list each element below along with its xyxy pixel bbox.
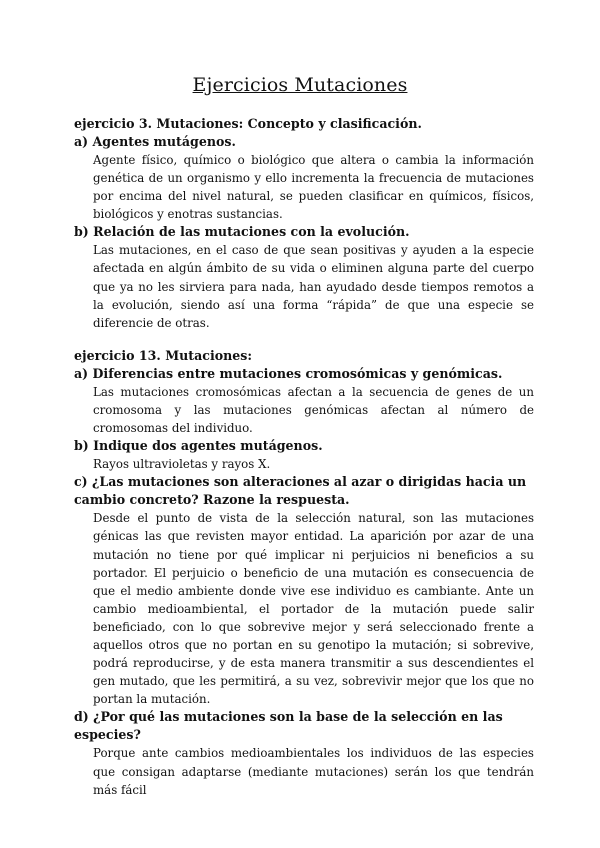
exercise-13-heading: ejercicio 13. Mutaciones: (74, 348, 253, 363)
exercise-3-section (74, 115, 534, 332)
exercise-13-b-text: Rayos ultravioletas y rayos X. (93, 457, 271, 472)
exercise-13-a-text: Las mutaciones cromosómicas afectan a la secuencia de genes de un cromosoma y las mutaciones genómicas afectan al número de cromosomas del individuo. (93, 385, 534, 436)
exercise-13-a-label: a) Diferencias entre mutaciones cromosómicas y genómicas. (74, 366, 503, 381)
exercise-3-a-text: Agente físico, químico o biológico que altera o cambia la información genética de un organismo y ello incrementa la frecuencia de mutaciones por encima del nivel natural, se pueden clasificar en químicos, físicos, biológicos y enotras sustancias. (93, 153, 534, 222)
exercise-13-b-label: b) Indique dos agentes mutágenos. (74, 438, 323, 454)
exercise-13-d-text: Porque ante cambios medioambientales los individuos de las especies que consigan adaptarse (mediante mutaciones) serán los que tendrán más fácil (93, 746, 534, 797)
exercise-13-c-text: Desde el punto de vista de la selección natural, son las mutaciones génicas las que revisten mayor entidad. La aparición por azar de una mutación no tiene por qué implicar ni perjuicios ni beneficios a su portador. El perjuicio o beneficio de una mutación es consecuencia de que el medio ambiente donde vive ese individuo es cambiante. Ante un cambio medioambiental, el portador de la mutación puede salir beneficiado, con lo que sobrevive mejor y será seleccionado frente a aquellos otros que no portan en su genotipo la mutación; si sobrevive, podrá reproducirse, y de esta manera transmitir a sus descendientes el gen mutado, que les permitirá, a su vez, sobrevivir mejor que los que no portan la mutación. (93, 511, 534, 707)
exercise-13-section (74, 347, 534, 799)
exercise-3-b-label: b) Relación de las mutaciones con la evolución. (74, 224, 410, 240)
exercise-13-c-label: c) ¿Las mutaciones son alteraciones al azar o dirigidas hacia un cambio concreto? Razone la respuesta. (74, 474, 527, 508)
exercise-3-b-text: Las mutaciones, en el caso de que sean positivas y ayuden a la especie afectada en algún ámbito de su vida o eliminen alguna parte del cuerpo que ya no les sirviera para nada, han ayudado desde tiempos remotos a la evolución, siendo así una forma “rápida” de que una especie se diferencie de otras. (93, 243, 534, 330)
exercise-13-d-label: d) ¿Por qué las mutaciones son la base de la selección en las especies? (74, 709, 503, 743)
exercise-3-heading: ejercicio 3. Mutaciones: Concepto y clasificación. (74, 116, 422, 131)
page-title: Ejercicios Mutaciones (192, 74, 408, 96)
exercise-3-a-label: a) Agentes mutágenos. (74, 134, 236, 149)
